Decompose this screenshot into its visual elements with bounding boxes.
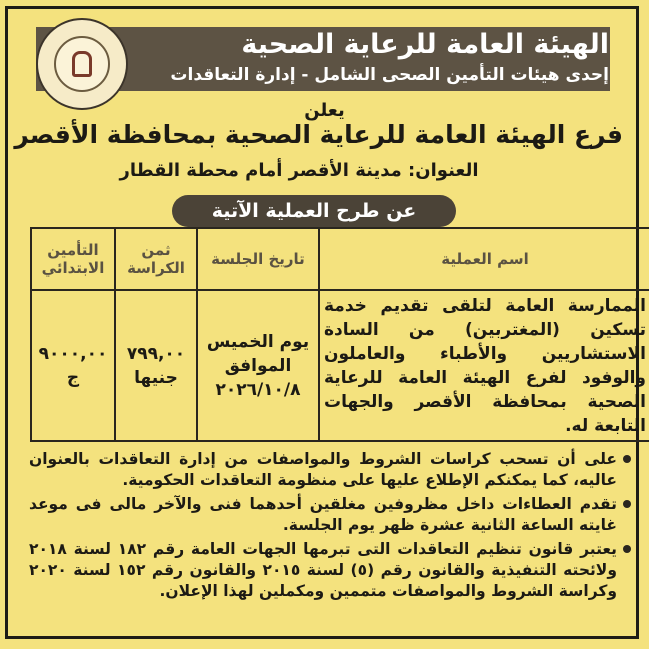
condition-text: على أن تسحب كراسات الشروط والمواصفات من إدارة التعاقدات بالعنوان عاليه، كما يمكنكم الإطلاع عليها على منظومة التعاقدات الحكومية. — [29, 450, 617, 489]
bullet-icon — [623, 455, 631, 463]
authority-subtitle: إحدى هيئات التأمين الصحى الشامل - إدارة التعاقدات — [170, 65, 609, 85]
condition-text: يعتبر قانون تنظيم التعاقدات التى تبرمها الجهات العامة رقم ١٨٢ لسنة ٢٠١٨ ولائحته التنفيذية والقانون رقم (٥) لسنة ٢٠١٥ والقانون رقم ١٥٢ لسنة ٢٠٢٠ وكراسة الشروط والمواصفات متممين ومكملين لهذا الإعلان. — [29, 540, 617, 600]
list-item — [29, 494, 631, 536]
conditions-list — [29, 449, 631, 605]
authority-logo — [36, 18, 128, 110]
booklet-price-value: ٧٩٩,٠٠ جنيها — [115, 290, 197, 441]
list-item — [29, 449, 631, 491]
list-item — [29, 539, 631, 602]
operations-table — [30, 227, 649, 442]
operation-description: الممارسة العامة لتلقى تقديم خدمة تسكين (المغتربين) من السادة الاستشاريين والأطباء والعاملون والوفود لفرع الهيئة العامة للرعاية الصحية بمحافظة الأقصر والجهات التابعة له. — [319, 290, 649, 441]
bullet-icon — [623, 545, 631, 553]
authority-title: الهيئة العامة للرعاية الصحية — [241, 29, 609, 60]
announces-label: يعلن — [304, 100, 345, 121]
header-operation-name: اسم العملية — [319, 228, 649, 290]
header-initial-insurance: التأمين الابتدائي — [31, 228, 115, 290]
header-session-date: تاريخ الجلسة — [197, 228, 319, 290]
logo-emblem-icon — [72, 51, 92, 77]
branch-title: فرع الهيئة العامة للرعاية الصحية بمحافظة الأقصر — [14, 120, 623, 149]
branch-address: العنوان: مدينة الأقصر أمام محطة القطار — [119, 160, 479, 181]
table-header-row — [31, 228, 649, 290]
table-row — [31, 290, 649, 441]
bullet-icon — [623, 500, 631, 508]
session-date-value: يوم الخميس الموافق ٢٠٢٦/١٠/٨ — [197, 290, 319, 441]
header-booklet-price: ثمن الكراسة — [115, 228, 197, 290]
initial-insurance-value: ٩٠٠٠,٠٠ ج — [31, 290, 115, 441]
operation-heading: عن طرح العملية الآتية — [172, 195, 456, 227]
condition-text: تقدم العطاءات داخل مظروفين مغلقين أحدهما فنى والآخر مالى فى موعد غايته الساعة الثانية عشرة ظهر يوم الجلسة. — [29, 495, 617, 534]
